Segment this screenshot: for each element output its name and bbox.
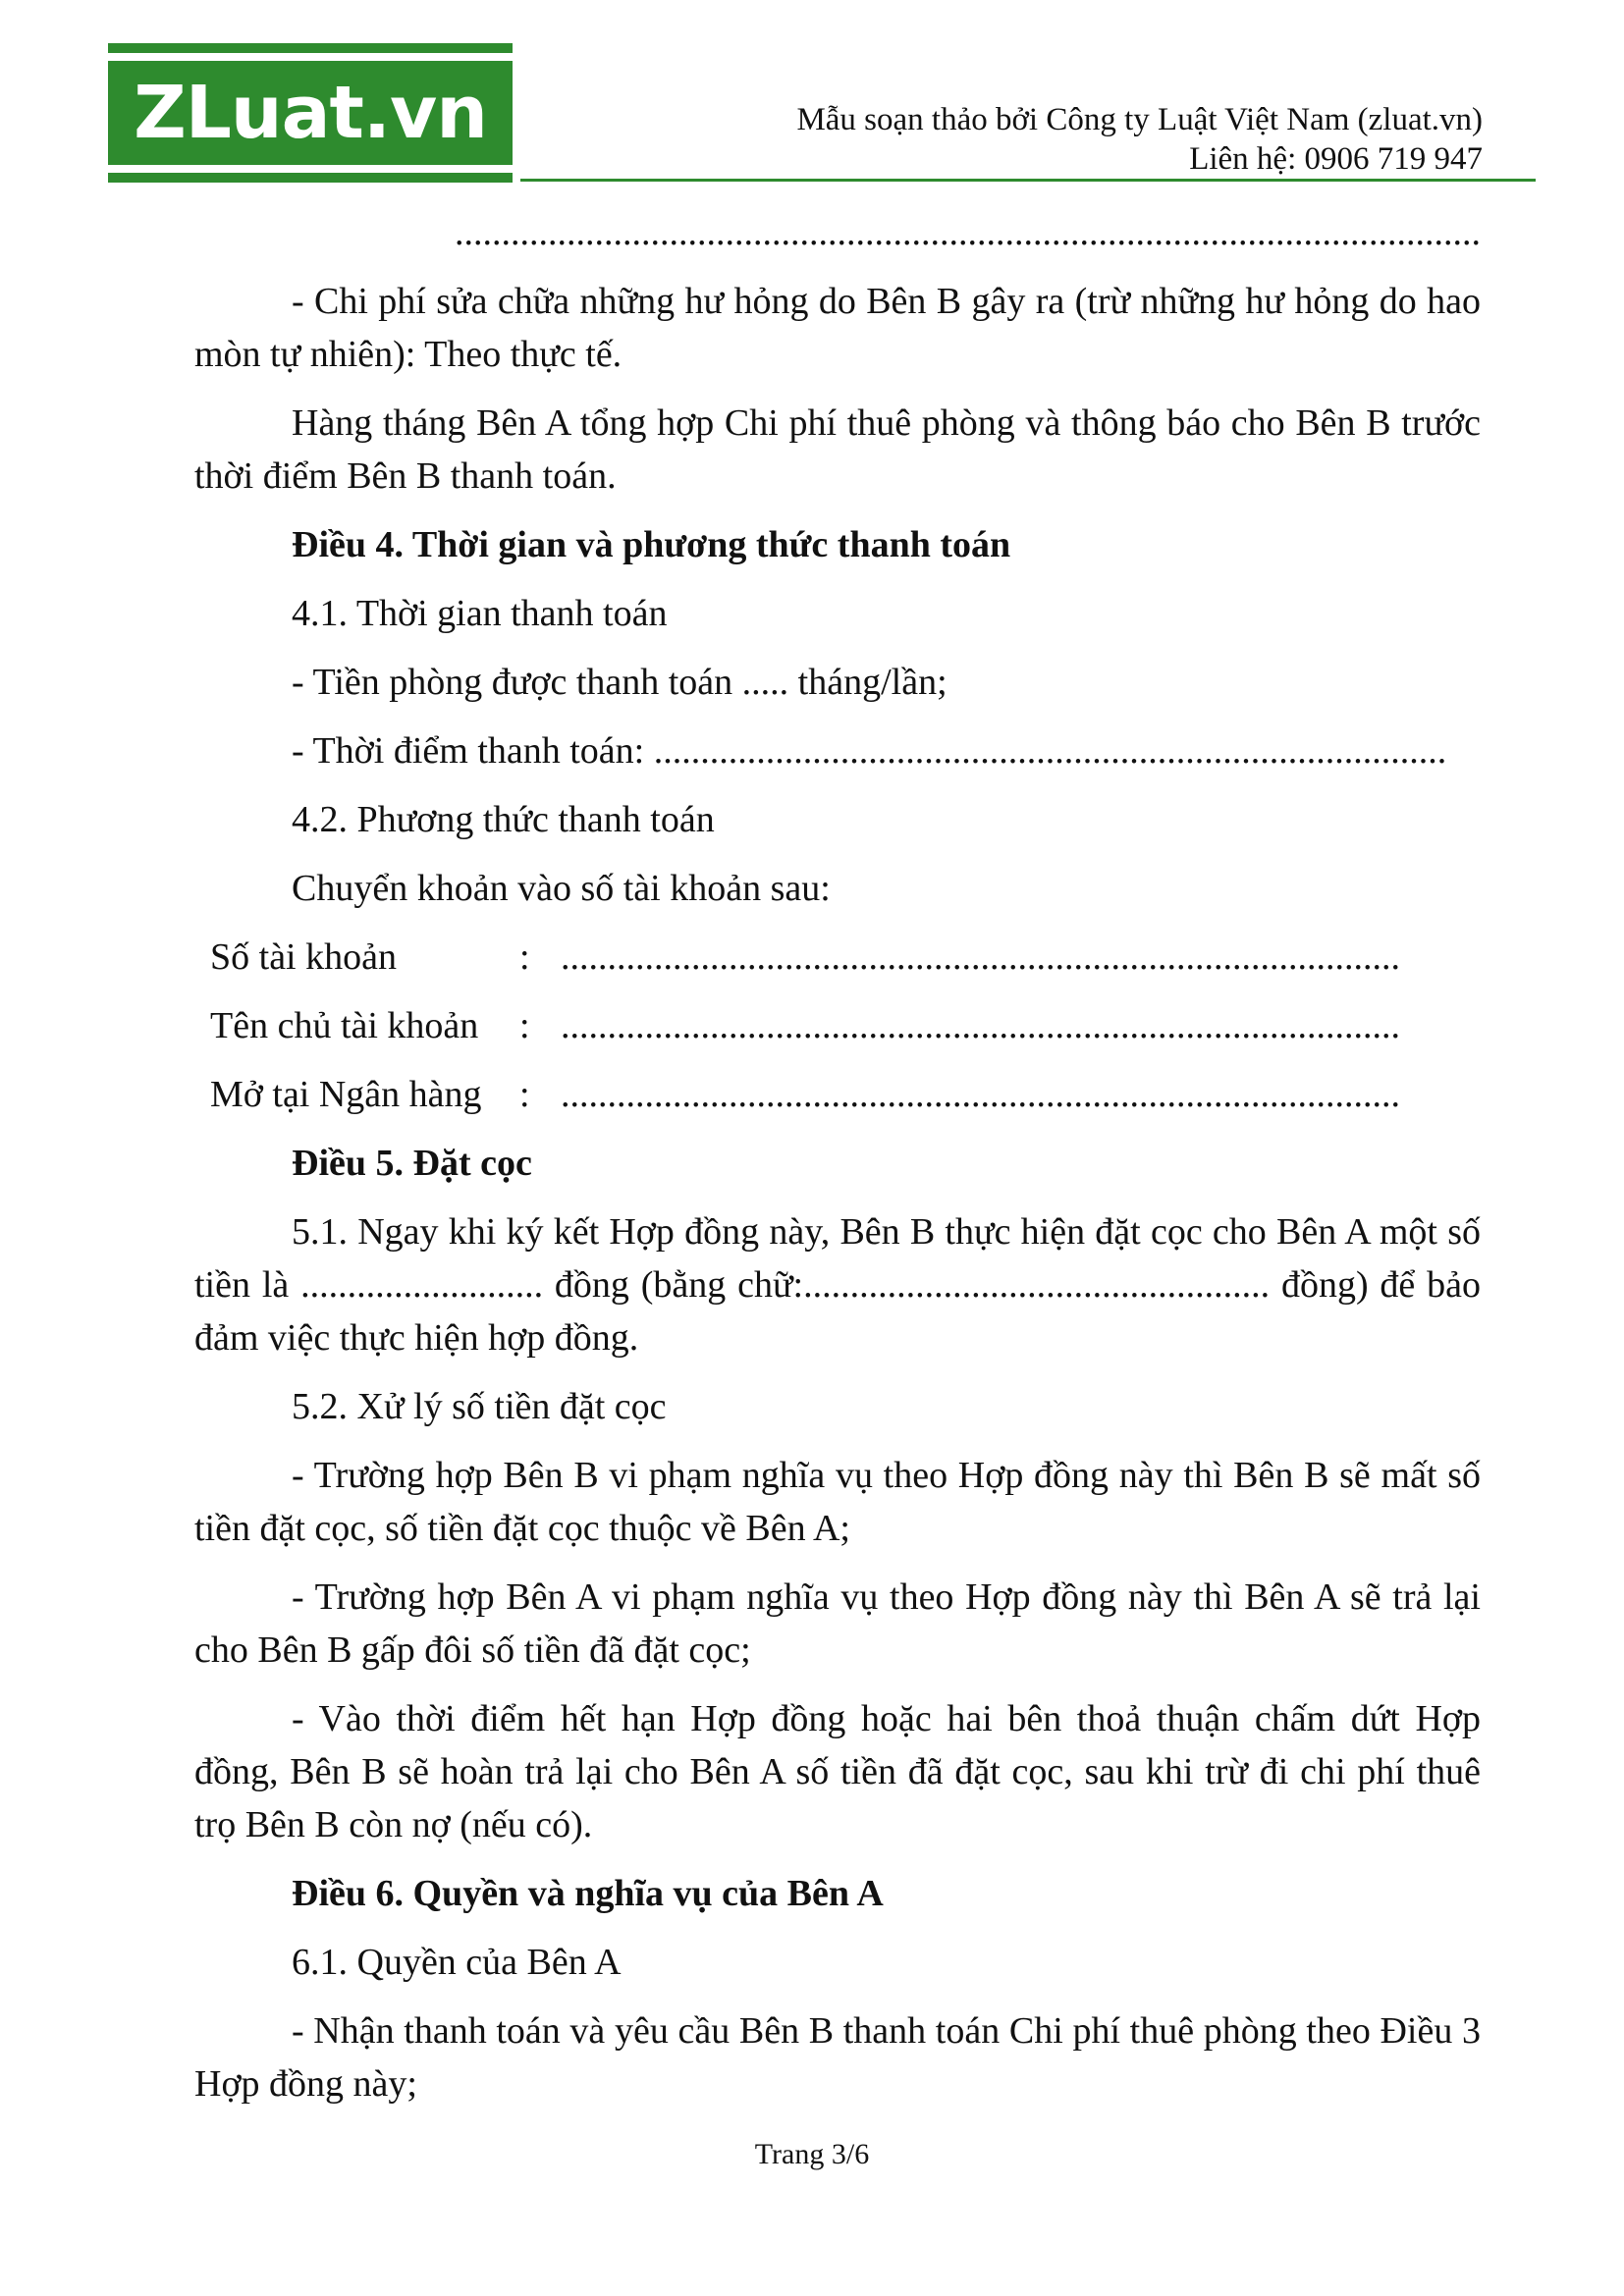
section-heading-6: Điều 6. Quyền và nghĩa vụ của Bên A: [292, 1873, 884, 1914]
logo-stripe-bottom: [108, 173, 513, 183]
subsection-heading: 4.1. Thời gian thanh toán: [292, 593, 668, 634]
header-info: [796, 100, 1483, 179]
section-heading-5: Điều 5. Đặt cọc: [292, 1143, 532, 1184]
account-label: Tên chủ tài khoản: [210, 1005, 479, 1046]
paragraph: - Tiền phòng được thanh toán ..... tháng/lần;: [292, 662, 947, 703]
account-row: [194, 1068, 1481, 1121]
paragraph: - Vào thời điểm hết hạn Hợp đồng hoặc hai bên thoả thuận chấm dứt Hợp đồng, Bên B sẽ hoàn trả lại cho Bên A số tiền đã đặt cọc, sau khi trừ đi chi phí thuê trọ Bên B còn nợ (nếu có).: [194, 1698, 1481, 1845]
paragraph: Hàng tháng Bên A tổng hợp Chi phí thuê phòng và thông báo cho Bên B trước thời điểm Bên B thanh toán.: [194, 402, 1481, 497]
header-line-1: Mẫu soạn thảo bởi Công ty Luật Việt Nam (zluat.vn): [796, 102, 1483, 137]
account-value: ..........................................................................................: [561, 936, 1400, 978]
logo-stripe-top: [108, 43, 513, 53]
logo-text: ZLuat.vn: [134, 71, 487, 155]
logo-box: [108, 61, 513, 165]
subsection-heading: 5.2. Xử lý số tiền đặt cọc: [292, 1386, 667, 1427]
dotted-line: ..............................................................................................................: [455, 212, 1481, 253]
account-colon: :: [519, 936, 530, 978]
account-label: Mở tại Ngân hàng: [210, 1074, 482, 1115]
header-line-2: Liên hệ: 0906 719 947: [1189, 141, 1483, 177]
account-value: ..........................................................................................: [561, 1005, 1400, 1046]
zluat-logo: [108, 43, 513, 183]
paragraph: Chuyển khoản vào số tài khoản sau:: [292, 868, 831, 909]
section-heading-4: Điều 4. Thời gian và phương thức thanh toán: [292, 524, 1011, 565]
subsection-heading: 4.2. Phương thức thanh toán: [292, 799, 715, 840]
paragraph: - Trường hợp Bên A vi phạm nghĩa vụ theo Hợp đồng này thì Bên A sẽ trả lại cho Bên B gấp đôi số tiền đã đặt cọc;: [194, 1576, 1481, 1671]
account-label: Số tài khoản: [210, 936, 397, 978]
account-colon: :: [519, 1005, 530, 1046]
account-value: ..........................................................................................: [561, 1074, 1400, 1115]
document-body: [194, 206, 1481, 2110]
header-rule: [520, 179, 1536, 182]
account-row: [194, 999, 1481, 1052]
subsection-heading: 6.1. Quyền của Bên A: [292, 1942, 622, 1983]
paragraph: - Thời điểm thanh toán: .....................................................................................: [292, 730, 1447, 772]
paragraph: 5.1. Ngay khi ký kết Hợp đồng này, Bên B thực hiện đặt cọc cho Bên A một số tiền là .......................... đồng (bằng chữ:.................................................. đồng) để bảo đảm việc thực hiện hợp đồng.: [194, 1211, 1481, 1359]
account-row: [194, 931, 1481, 984]
paragraph: - Trường hợp Bên B vi phạm nghĩa vụ theo Hợp đồng này thì Bên B sẽ mất số tiền đặt cọc, số tiền đặt cọc thuộc về Bên A;: [194, 1455, 1481, 1549]
account-colon: :: [519, 1074, 530, 1115]
paragraph: - Nhận thanh toán và yêu cầu Bên B thanh toán Chi phí thuê phòng theo Điều 3 Hợp đồng này;: [194, 2010, 1481, 2105]
page-number: Trang 3/6: [754, 2138, 870, 2170]
paragraph: - Chi phí sửa chữa những hư hỏng do Bên B gây ra (trừ những hư hỏng do hao mòn tự nhiên): Theo thực tế.: [194, 281, 1481, 375]
